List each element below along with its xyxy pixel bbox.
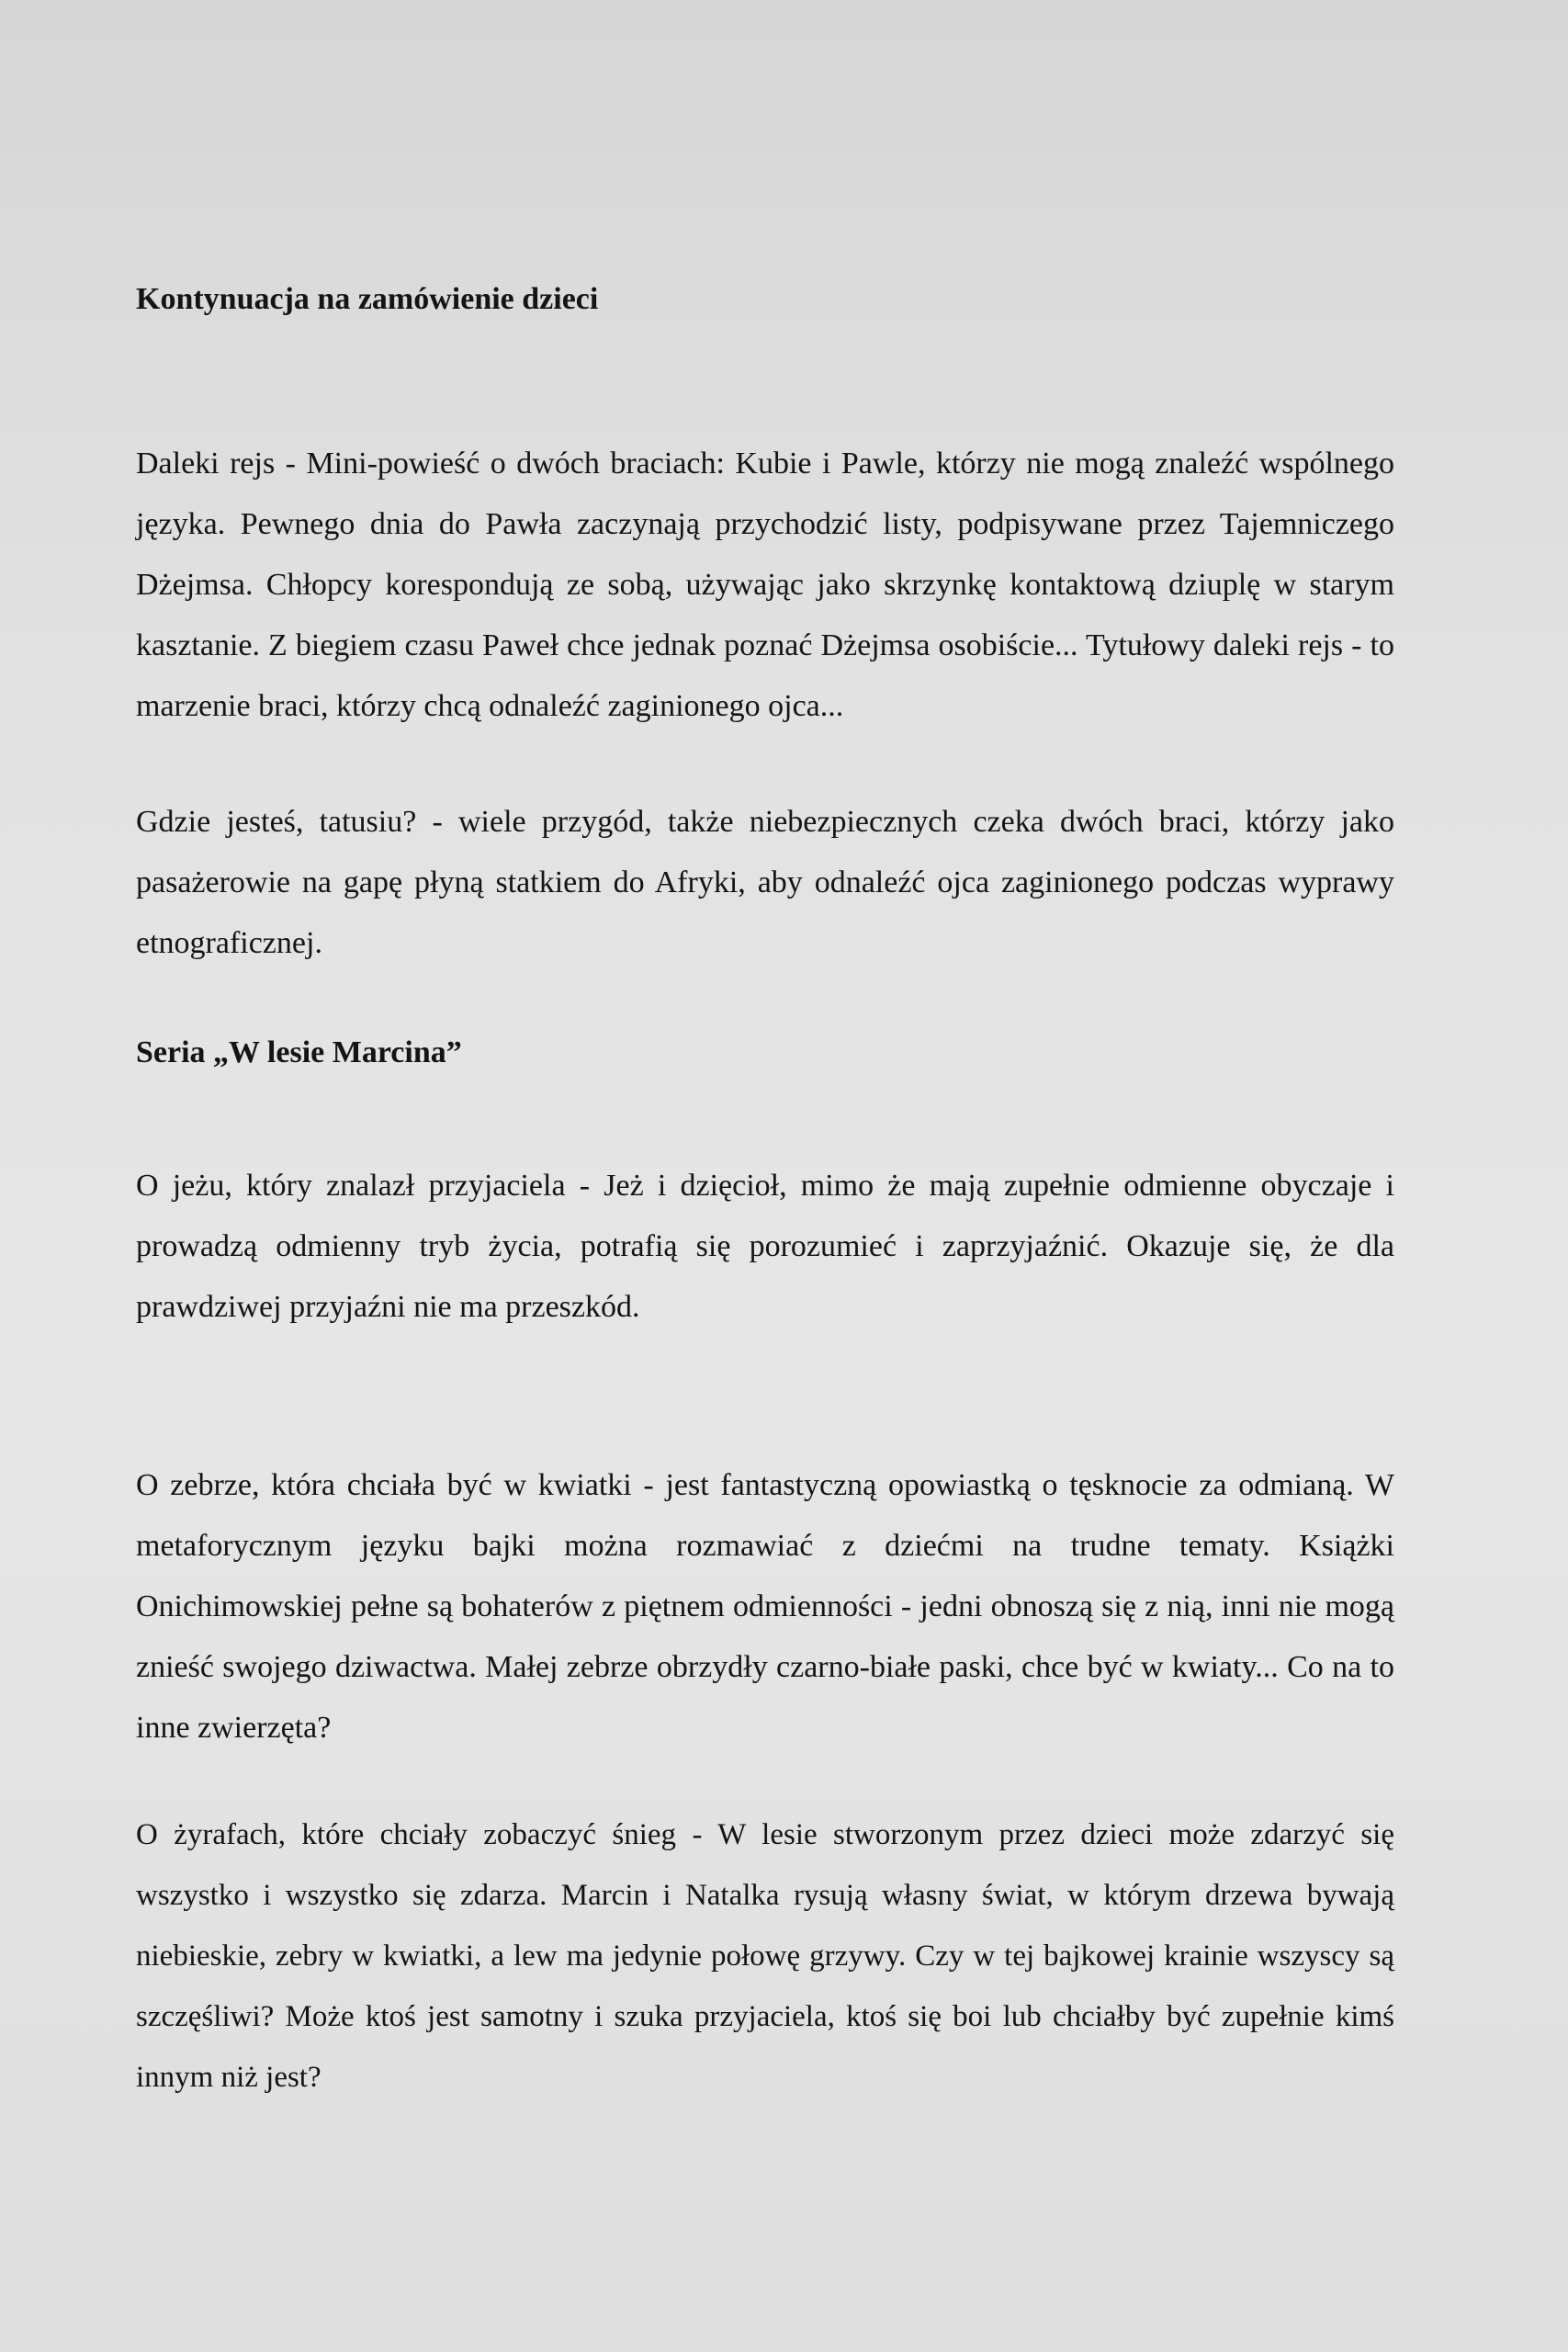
document-body	[136, 272, 1394, 2108]
paragraph-daleki-rejs: Daleki rejs - Mini-powieść o dwóch braciach: Kubie i Pawle, którzy nie mogą znaleźć wspólnego języka. Pewnego dnia do Pawła zaczynają przychodzić listy, podpisywane przez Tajemniczego Dżejmsa. Chłopcy korespondują ze sobą, używając jako skrzynkę kontaktową dziuplę w starym kasztanie. Z biegiem czasu Paweł chce jednak poznać Dżejmsa osobiście... Tytułowy daleki rejs - to marzenie braci, którzy chcą odnaleźć zaginionego ojca...	[136, 447, 1394, 723]
paragraph-o-zyrafach: O żyrafach, które chciały zobaczyć śnieg - W lesie stworzonym przez dzieci może zdarzyć się wszystko i wszystko się zdarza. Marcin i Natalka rysują własny świat, w którym drzewa bywają niebieskie, zebry w kwiatki, a lew ma jedynie połowę grzywy. Czy w tej bajkowej krainie wszyscy są szczęśliwi? Może ktoś jest samotny i szuka przyjaciela, ktoś się boi lub chciałby być zupełnie kimś innym niż jest?	[136, 1818, 1394, 2094]
paragraph-o-zebrze: O zebrze, która chciała być w kwiatki - jest fantastyczną opowiastką o tęsknocie za odmianą. W metaforycznym języku bajki można rozmawiać z dziećmi na trudne tematy. Książki Onichimowskiej pełne są bohaterów z piętnem odmienności - jedni obnoszą się z nią, inni nie mogą znieść swojego dziwactwa. Małej zebrze obrzydły czarno-białe paski, chce być w kwiaty... Co na to inne zwierzęta?	[136, 1468, 1394, 1745]
section-heading-series: Seria „W lesie Marcina”	[136, 1035, 462, 1069]
paragraph-gdzie-jestes-tatusiu: Gdzie jesteś, tatusiu? - wiele przygód, także niebezpiecznych czeka dwóch braci, którzy jako pasażerowie na gapę płyną statkiem do Afryki, aby odnaleźć ojca zaginionego podczas wyprawy etnograficznej.	[136, 805, 1394, 960]
section-heading-continuation: Kontynuacja na zamówienie dzieci	[136, 282, 599, 316]
paragraph-o-jezu: O jeżu, który znalazł przyjaciela - Jeż i dzięcioł, mimo że mają zupełnie odmienne obyczaje i prowadzą odmienny tryb życia, potrafią się porozumieć i zaprzyjaźnić. Okazuje się, że dla prawdziwej przyjaźni nie ma przeszkód.	[136, 1169, 1394, 1324]
